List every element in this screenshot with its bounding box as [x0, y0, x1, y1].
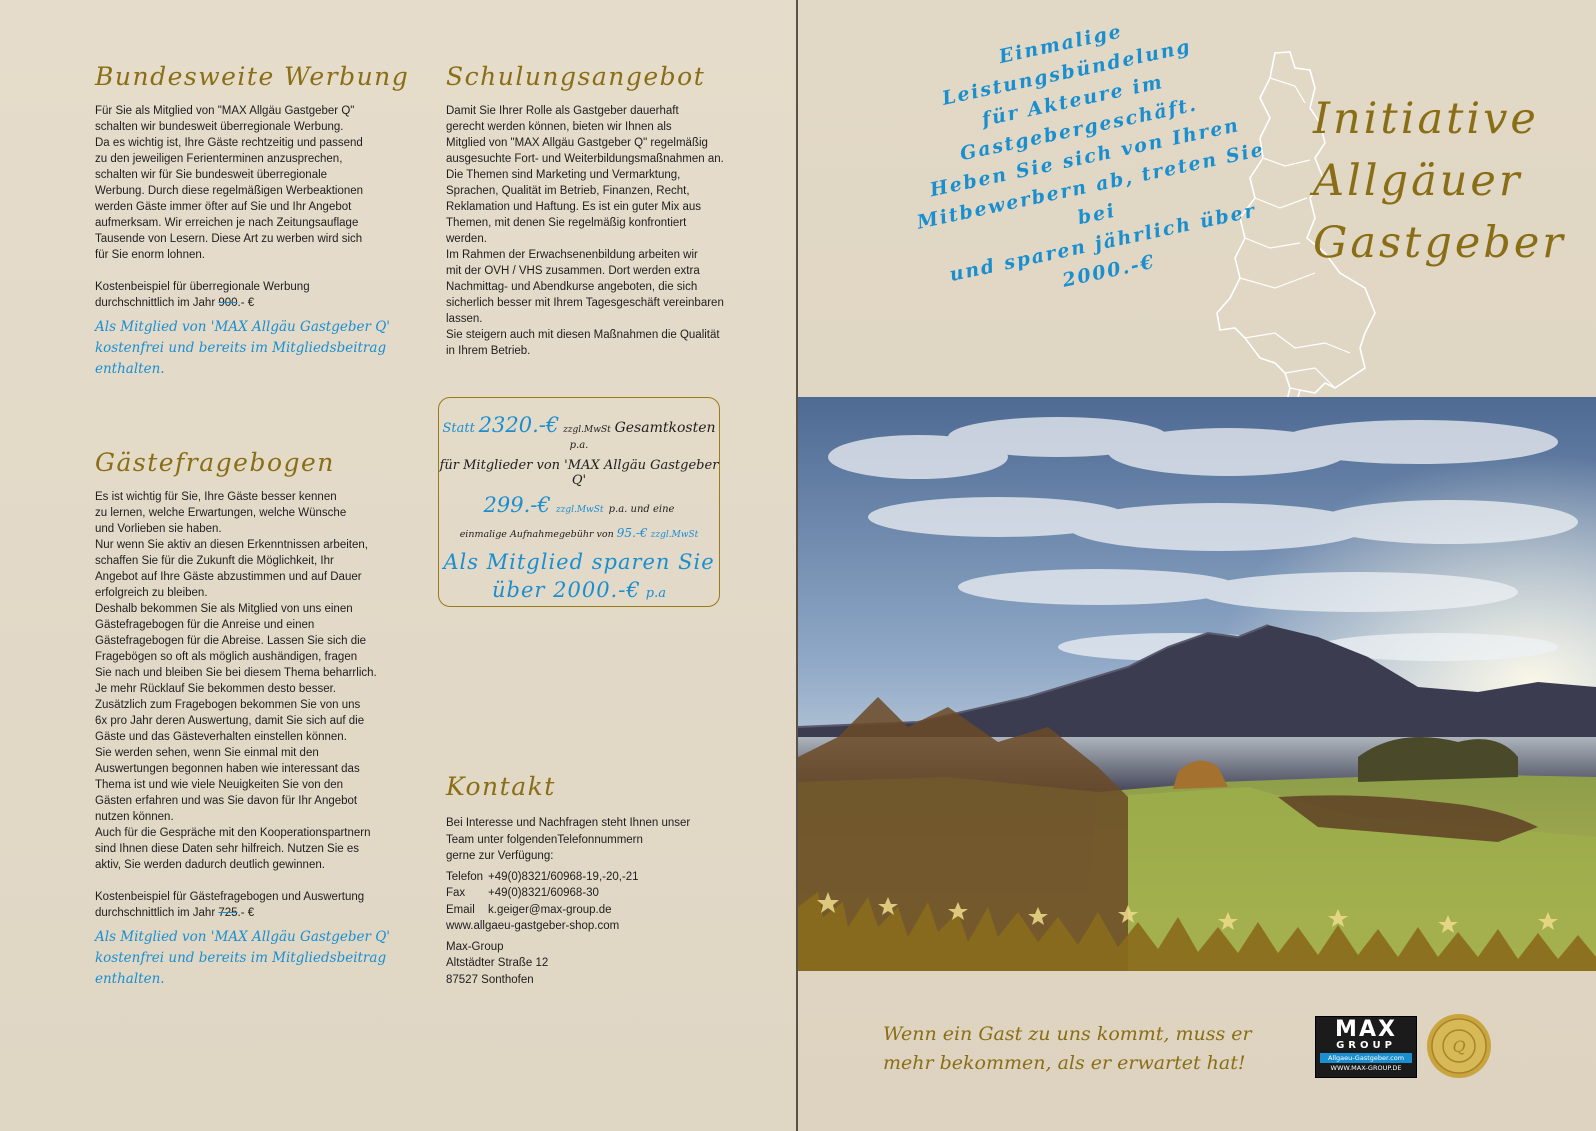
- pa-note: p.a.: [569, 440, 589, 451]
- section-title-fragebogen: Gästefragebogen: [95, 448, 335, 477]
- logo-url-text: WWW.MAX-GROUP.DE: [1330, 1064, 1402, 1072]
- max-group-logo: [1315, 1016, 1417, 1078]
- phone-label: Telefon: [446, 870, 484, 883]
- section-title-werbung: Bundesweite Werbung: [95, 62, 410, 91]
- cost-struck: 900: [218, 297, 238, 309]
- logo-main-text: MAX: [1335, 1017, 1397, 1042]
- company-city: 87527 Sonthofen: [446, 973, 534, 986]
- contact-phone-row: [446, 869, 746, 886]
- phone-number[interactable]: +49(0)8321/60968-19,-20,-21: [488, 870, 639, 883]
- price-row-member: [439, 493, 719, 517]
- logo-sub-text: GROUP: [1336, 1040, 1396, 1051]
- contact-section: [446, 772, 746, 988]
- price-row-total: [439, 413, 719, 451]
- fragebogen-cost-value: [95, 905, 415, 921]
- email-label: Email: [446, 903, 475, 916]
- schulung-body: Damit Sie Ihrer Rolle als Gastgeber dauerhaft gerecht werden können, bieten wir Ihnen als Mitglied von "MAX Allgäu Gastgeber Q" regelmäßig ausgesuchte Fort- und Weiterbildungsmaßnahmen an. Die Themen sind Marketing und Vermarktung, Sprachen, Qualität im Betrieb, Finanzen, Recht, Reklamation und Haftung. Es ist ein guter Mix aus Themen, mit denen Sie regelmäßig konfrontiert werden. Im Rahmen der Erwachsenenbildung arbeiten wir mit der OVH / VHS zusammen. Dort werden extra Nachmittag- und Abendkurse angeboten, die sich sicherlich besser mit Ihrem Tagesgeschäft vereinbaren lassen. Sie steigern auch mit diesen Maßnahmen die Qualität in Ihrem Betrieb.: [446, 105, 724, 357]
- cost-prefix: durchschnittlich im Jahr: [95, 907, 219, 919]
- cover-title: [1313, 88, 1566, 274]
- werbung-cost-value: [95, 295, 415, 311]
- section-title-schulung: Schulungsangebot: [446, 62, 706, 91]
- quality-seal-icon: [1425, 1012, 1493, 1080]
- save-line-2: über 2000.-€: [492, 578, 641, 602]
- cover-tagline: [883, 1020, 1252, 1078]
- contact-intro: gerne zur Verfügung:: [446, 850, 554, 862]
- fold-line: [796, 0, 798, 1131]
- werbung-body: Für Sie als Mitglied von "MAX Allgäu Gastgeber Q" schalten wir bundesweit überregionale Werbung. Da es wichtig ist, Ihre Gäste rechtzeitig und passend zu den jeweiligen Ferienterminen anzusprechen, schalten wir für Sie bundesweit überregionale Werbung. Durch diese regelmäßigen Werbeaktionen werden Gäste immer öfter auf Sie und Ihr Angebot aufmerksam. Wir erreichen je nach Zeitungsauflage Tausende von Lesern. Diese Art zu werben wird sich für Sie enorm lohnen.: [95, 105, 364, 261]
- fee-value: 95.-€: [616, 526, 648, 540]
- werbung-member-note: Als Mitglied von 'MAX Allgäu Gastgeber Q' kostenfrei und bereits im Mitgliedsbeitrag enthalten.: [95, 319, 391, 377]
- logo-site-text: Allgaeu-Gastgeber.com: [1320, 1053, 1412, 1063]
- vat-note: zzgl.MwSt: [555, 505, 604, 515]
- save-line-2-row: [439, 578, 719, 602]
- fax-label: Fax: [446, 887, 466, 899]
- fax-number: +49(0)8321/60968-30: [488, 887, 599, 899]
- title-line-3: Gastgeber: [1313, 218, 1566, 268]
- fragebogen-body: Es ist wichtig für Sie, Ihre Gäste besser kennen zu lernen, welche Erwartungen, welche Wünsche und Vorlieben sie haben. Nur wenn Sie aktiv an diesen Erkenntnissen arbeiten, schaffen Sie für die Zukunft die Möglichkeit, Ihr Angebot auf Ihre Gäste abzustimmen und auf Dauer erfolgreich zu bleiben. Deshalb bekommen Sie als Mitglied von uns einen Gästefragebogen für die Anreise und einen Gästefragebogen für die Abreise. Lassen Sie sich die Fragebögen so oft als möglich aushändigen, fragen Sie nach und bleiben Sie bei diesem Thema beharrlich. Je mehr Rücklauf Sie bekommen desto besser. Zusätzlich zum Fragebogen bekommen Sie von uns 6x pro Jahr deren Auswertung, damit Sie sich auf die Gäste und das Gästeverhalten einstellen können. Sie werden sehen, wenn Sie einmal mit den Auswertungen begonnen haben wie interessant das Thema ist und wie viele Neuigkeiten Sie von den Gästen erfahren und was Sie davon für Ihr Angebot nutzen können. Auch für die Gespräche mit den Kooperationspartnern sind Ihnen diese Daten sehr hilfreich. Nutzen Sie es aktiv, Sie werden dadurch deutlich gewinnen.: [95, 491, 377, 871]
- fragebogen-cost: [95, 889, 415, 921]
- price-box: [438, 397, 720, 607]
- company-street: Altstädter Straße 12: [446, 957, 549, 969]
- email-link[interactable]: k.geiger@max-group.de: [488, 903, 612, 916]
- title-line-2: Allgäuer: [1313, 156, 1523, 206]
- fragebogen-cost-label: Kostenbeispiel für Gästefragebogen und Auswertung: [95, 891, 365, 903]
- cost-suffix: .- €: [237, 907, 255, 919]
- vat-note: zzgl.MwSt: [650, 530, 699, 540]
- contact-email-row: [446, 902, 746, 919]
- werbung-cost: [95, 279, 415, 311]
- landscape-illustration: [798, 397, 1596, 971]
- contact-fax-row: [446, 885, 746, 902]
- contact-intro: Bei Interesse und Nachfragen steht Ihnen unser: [446, 817, 691, 829]
- cost-struck: 725: [218, 907, 238, 919]
- contact-block: [446, 815, 746, 988]
- member-price: 299.-€: [483, 493, 551, 517]
- price-row-fee: [439, 526, 719, 540]
- svg-text:Q: Q: [1452, 1037, 1466, 1056]
- section-title-kontakt: Kontakt: [446, 772, 556, 801]
- save-pa: p.a: [645, 586, 666, 601]
- werbung-cost-label: Kostenbeispiel für überregionale Werbung: [95, 281, 310, 293]
- tagline-line-2: mehr bekommen, als er erwartet hat!: [883, 1052, 1246, 1074]
- contact-intro: Team unter folgendenTelefonnummern: [446, 833, 643, 846]
- column-middle: [446, 62, 746, 359]
- column-left: [95, 62, 415, 990]
- company-name: Max-Group: [446, 940, 504, 953]
- cost-prefix: durchschnittlich im Jahr: [95, 297, 219, 309]
- website-link[interactable]: www.allgaeu-gastgeber-shop.com: [446, 920, 620, 932]
- total-label: Gesamtkosten: [614, 420, 716, 436]
- vat-note: zzgl.MwSt: [563, 425, 611, 435]
- fee-label: einmalige Aufnahmegebühr von: [459, 529, 614, 540]
- landscape-photo: [798, 397, 1596, 971]
- save-line-1: Als Mitglied sparen Sie: [443, 550, 715, 574]
- cost-suffix: .- €: [237, 297, 255, 309]
- tagline-line-1: Wenn ein Gast zu uns kommt, muss er: [883, 1023, 1252, 1045]
- total-price: 2320.-€: [478, 413, 560, 437]
- title-line-1: Initiative: [1313, 94, 1539, 144]
- cover-slogan: Einmalige Leistungsbündelung für Akteure im Gastgebergeschäft. Heben Sie sich von Ihren Mitbewerbern ab, treten Sie bei und sparen jährlich über 2000.-€: [915, 20, 1267, 292]
- for-members-label: für Mitglieder von 'MAX Allgäu Gastgeber Q': [439, 458, 719, 488]
- statt-label: Statt: [442, 421, 475, 436]
- pa-note: p.a. und eine: [608, 504, 675, 515]
- fragebogen-member-note: Als Mitglied von 'MAX Allgäu Gastgeber Q' kostenfrei und bereits im Mitgliedsbeitrag enthalten.: [95, 929, 391, 987]
